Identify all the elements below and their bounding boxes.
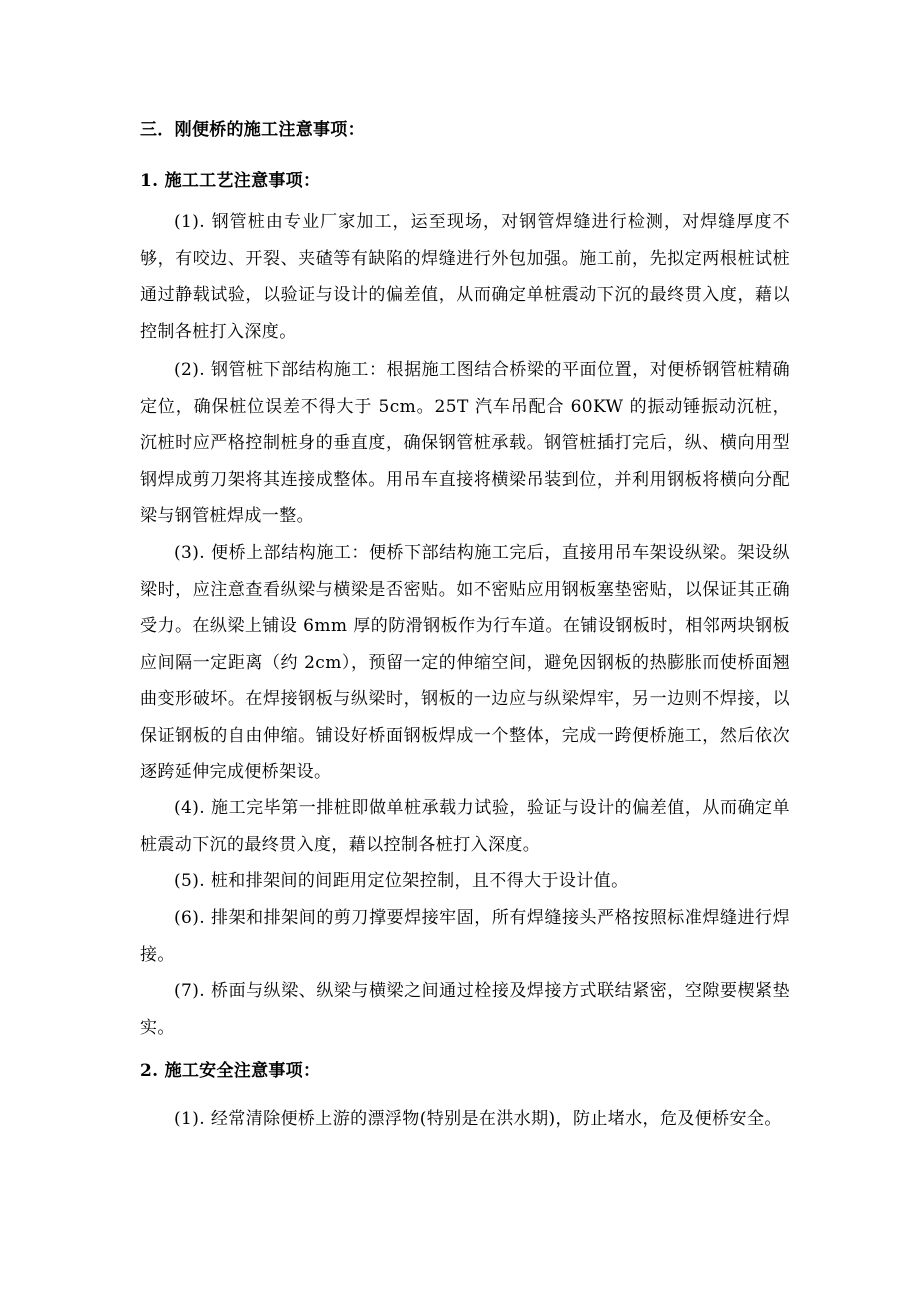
safety-item-1: (1). 经常清除便桥上游的漂浮物(特别是在洪水期)，防止堵水，危及便桥安全。 (174, 1109, 782, 1129)
process-item-2: (2). 钢管桩下部结构施工：根据施工图结合桥梁的平面位置，对便桥钢管桩精确定位，确保桩位误差不得大于 5cm。25T 汽车吊配合 60KW 的振动锤振动沉桩，沉桩时应严格控制桩身的垂直度，确保钢管桩承载。钢管桩插打完后，纵、横向用型钢焊成剪刀架将其连接成整体。用吊车直接将横梁吊装到位，并利用钢板将横向分配梁与钢管桩焊成一整。 (140, 360, 790, 526)
process-item-6: (6). 排架和排架间的剪刀撑要焊接牢固，所有焊缝接头严格按照标准焊缝进行焊接。 (140, 908, 790, 965)
process-item-7: (7). 桥面与纵梁、纵梁与横梁之间通过栓接及焊接方式联结紧密，空隙要楔紧垫实。 (140, 981, 790, 1038)
process-item-3: (3). 便桥上部结构施工：便桥下部结构施工完后，直接用吊车架设纵梁。架设纵梁时，应注意查看纵梁与横梁是否密贴。如不密贴应用钢板塞垫密贴，以保证其正确受力。在纵梁上铺设 6mm 厚的防滑钢板作为行车道。在铺设钢板时，相邻两块钢板应间隔一定距离（约 2cm），预留一定的伸缩空间，避免因钢板的热膨胀而使桥面翘曲变形破坏。在焊接钢板与纵梁时，钢板的一边应与纵梁焊牢，另一边则不焊接，以保证钢板的自由伸缩。铺设好桥面钢板焊成一个整体，完成一跨便桥施工，然后依次逐跨延伸完成便桥架设。 (140, 543, 790, 782)
process-item-4: (4). 施工完毕第一排桩即做单桩承载力试验，验证与设计的偏差值，从而确定单桩震动下沉的最终贯入度，藉以控制各桩打入深度。 (140, 798, 790, 855)
process-item-5: (5). 桩和排架间的间距用定位架控制，且不得大于设计值。 (174, 871, 629, 891)
subsection-title-safety: 2. 施工安全注意事项： (140, 1061, 321, 1081)
section-title: 三．刚便桥的施工注意事项： (140, 120, 365, 140)
process-item-1: (1). 钢管桩由专业厂家加工，运至现场，对钢管焊缝进行检测，对焊缝厚度不够，有咬边、开裂、夹碴等有缺陷的焊缝进行外包加强。施工前，先拟定两根桩试桩通过静载试验，以验证与设计的偏差值，从而确定单桩震动下沉的最终贯入度，藉以控制各桩打入深度。 (140, 212, 790, 342)
subsection-title-process: 1. 施工工艺注意事项： (140, 171, 321, 191)
